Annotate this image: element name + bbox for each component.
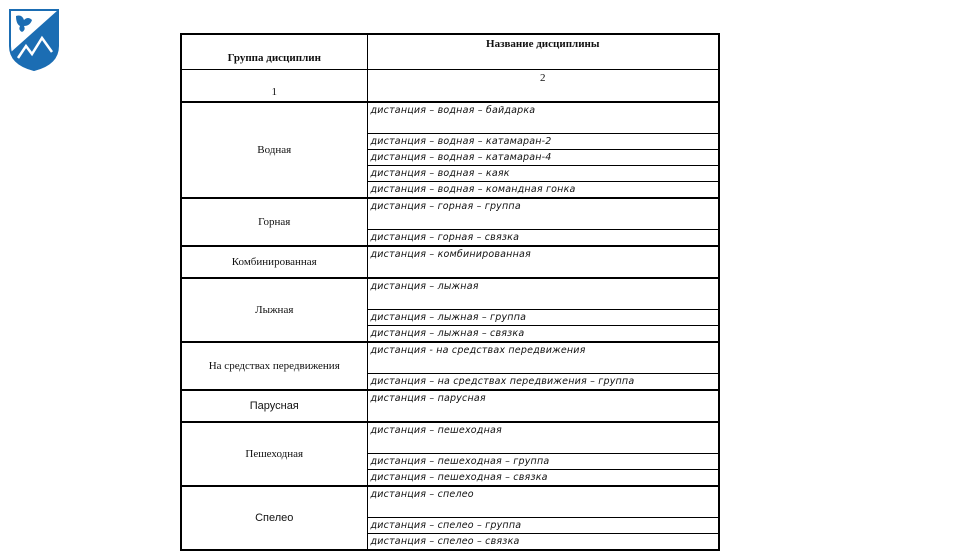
group-name: Пешеходная	[181, 422, 367, 486]
discipline-name: дистанция – водная – командная гонка	[367, 182, 719, 199]
table-row	[181, 102, 719, 134]
discipline-name: дистанция – пешеходная – группа	[367, 454, 719, 470]
table-row	[181, 342, 719, 374]
discipline-name: дистанция – горная – связка	[367, 230, 719, 247]
column-number-1: 1	[181, 70, 367, 103]
discipline-name: дистанция – водная – каяк	[367, 166, 719, 182]
discipline-name: дистанция – парусная	[367, 390, 719, 422]
discipline-name: дистанция – водная – катамаран-4	[367, 150, 719, 166]
discipline-name: дистанция – водная – байдарка	[367, 102, 719, 134]
discipline-name: дистанция – пешеходная – связка	[367, 470, 719, 487]
discipline-name: дистанция – пешеходная	[367, 422, 719, 454]
group-name: Парусная	[181, 390, 367, 422]
discipline-name: дистанция – водная – катамаран-2	[367, 134, 719, 150]
disciplines-table	[180, 33, 720, 551]
header-name: Название дисциплины	[367, 34, 719, 70]
discipline-name: дистанция – лыжная – связка	[367, 326, 719, 343]
discipline-name: дистанция – на средствах передвижения – группа	[367, 374, 719, 391]
group-name: На средствах передвижения	[181, 342, 367, 390]
group-name: Лыжная	[181, 278, 367, 342]
discipline-name: дистанция – горная – группа	[367, 198, 719, 230]
group-name: Спелео	[181, 486, 367, 550]
discipline-name: дистанция – лыжная – группа	[367, 310, 719, 326]
group-name: Горная	[181, 198, 367, 246]
table-header-row	[181, 34, 719, 70]
emblem-logo-icon	[8, 8, 60, 72]
discipline-name: дистанция – спелео – связка	[367, 534, 719, 551]
column-number-2: 2	[367, 70, 719, 103]
discipline-name: дистанция – комбинированная	[367, 246, 719, 278]
table-row	[181, 422, 719, 454]
discipline-name: дистанция - на средствах передвижения	[367, 342, 719, 374]
group-name: Комбинированная	[181, 246, 367, 278]
group-name: Водная	[181, 102, 367, 198]
table-row	[181, 246, 719, 278]
table-row	[181, 278, 719, 310]
discipline-name: дистанция – лыжная	[367, 278, 719, 310]
header-group: Группа дисциплин	[181, 34, 367, 70]
discipline-name: дистанция – спелео	[367, 486, 719, 518]
table-row	[181, 486, 719, 518]
table-row	[181, 198, 719, 230]
discipline-name: дистанция – спелео – группа	[367, 518, 719, 534]
column-number-row	[181, 70, 719, 103]
table-row	[181, 390, 719, 422]
